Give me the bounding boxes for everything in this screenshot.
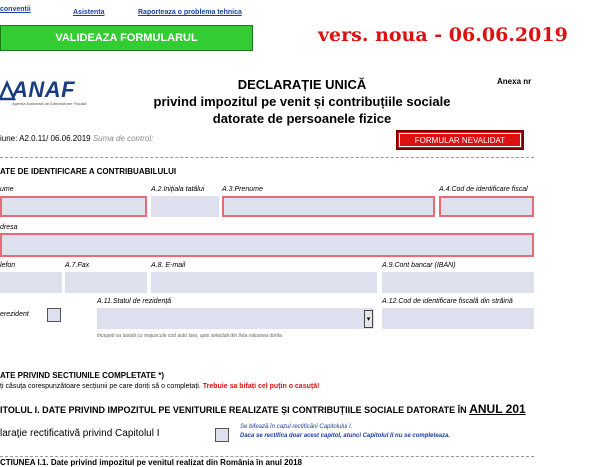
capitol-1-title: ITOLUL I. DATE PRIVIND IMPOZITUL PE VENITURILE REALIZATE ȘI CONTRIBUȚIILE SOCIALE DATORATE ÎN — [0, 405, 467, 415]
page-subtitle-2: datorate de persoanele fizice — [212, 111, 392, 126]
section-a-title: ATE DE IDENTIFICARE A CONTRIBUABILULUI — [0, 167, 177, 176]
nerezident-label: erezident — [0, 311, 29, 318]
link-asistenta[interactable]: Asistenta — [73, 9, 105, 16]
section-b-instr: ți căsuța corespunzătoare secțiunii pe care doriți să o completați. — [0, 383, 201, 390]
form-status-badge: FORMULAR NEVALIDAT — [396, 130, 524, 150]
cont-bancar-label: A.9.Cont bancar (IBAN) — [382, 262, 456, 269]
rectificativa-note-2: Daca se rectifica doar acest capitol, atunci Capitolul II nu se completeaza. — [240, 433, 451, 439]
telefon-input[interactable] — [0, 272, 62, 293]
cont-bancar-input[interactable] — [382, 272, 534, 293]
section-b-instructions — [0, 383, 319, 390]
page-subtitle-1: privind impozitul pe venit și contribuțiile sociale — [153, 94, 451, 109]
control-sum-label: Suma de control: — [92, 134, 154, 143]
section-b-title: ATE PRIVIND SECTIUNILE COMPLETATE *) — [0, 371, 165, 380]
nerezident-checkbox[interactable] — [47, 308, 61, 322]
chevron-down-icon[interactable]: ▾ — [364, 310, 373, 328]
fax-label: A.7.Fax — [65, 262, 90, 269]
prenume-label: A.3.Prenume — [222, 186, 263, 193]
version-label: vers. noua - 06.06.2019 — [318, 24, 568, 46]
email-input[interactable] — [151, 272, 377, 293]
sectiune-1-1-title: CTIUNEA I.1. Date privind impozitul pe venitul realizat din România în anul 2018 — [0, 458, 302, 467]
cod-fiscal-label: A.4.Cod de identificare fiscal — [439, 186, 528, 193]
link-raporteaza-problema[interactable]: Raporteaza o problema tehnica — [138, 9, 242, 16]
adresa-label: dresa — [0, 224, 18, 231]
anaf-logo-text: ANAF — [12, 77, 76, 102]
divider-2 — [0, 456, 534, 457]
statul-rezidenta-label: A.11.Statul de rezidență — [97, 298, 172, 305]
anexa-label: Anexa nr — [497, 77, 532, 86]
telefon-label: lefon — [0, 262, 16, 269]
rectificativa-note-1: Se bifează în cazul rectificării Capitolului I. — [240, 424, 353, 430]
statul-hint: Incepeti sa tastati cu majuscule cod auto tara, apoi selectati din lista valoarea dorita — [97, 333, 282, 339]
prenume-input[interactable] — [222, 196, 435, 217]
anaf-logo-subtitle: Agenția Națională de Administrare Fiscală — [12, 101, 87, 106]
adresa-input[interactable] — [0, 233, 534, 257]
initiala-label: A.2.Inițiala tatălui — [151, 186, 205, 193]
capitol-1-year: ANUL 201 — [469, 402, 526, 416]
nume-input[interactable] — [0, 196, 147, 217]
statul-rezidenta-select[interactable] — [97, 308, 374, 329]
form-version: iune: A2.0.11/ 06.06.2019 — [0, 134, 91, 143]
section-b-warning: Trebuie sa bifați cel puțin o casuță! — [202, 383, 320, 390]
validate-form-button[interactable]: VALIDEAZA FORMULARUL — [0, 25, 253, 51]
form-version-line — [0, 134, 153, 143]
rectificativa-checkbox[interactable] — [215, 428, 229, 442]
capitol-1-heading — [0, 402, 526, 416]
rectificativa-label: laraţie rectificativă privind Capitolul I — [0, 428, 160, 439]
page-title: DECLARAȚIE UNICĂ — [237, 77, 367, 92]
cod-fiscal-input[interactable] — [439, 196, 534, 217]
fax-input[interactable] — [65, 272, 147, 293]
link-conventii[interactable]: conventii — [0, 6, 31, 13]
cod-strain-label: A.12.Cod de identificare fiscală din străină — [382, 298, 513, 305]
cod-strain-input[interactable] — [382, 308, 534, 329]
email-label: A.8. E-mail — [151, 262, 186, 269]
initiala-input[interactable] — [151, 196, 219, 217]
nume-label: ume — [0, 186, 14, 193]
divider — [0, 157, 534, 158]
